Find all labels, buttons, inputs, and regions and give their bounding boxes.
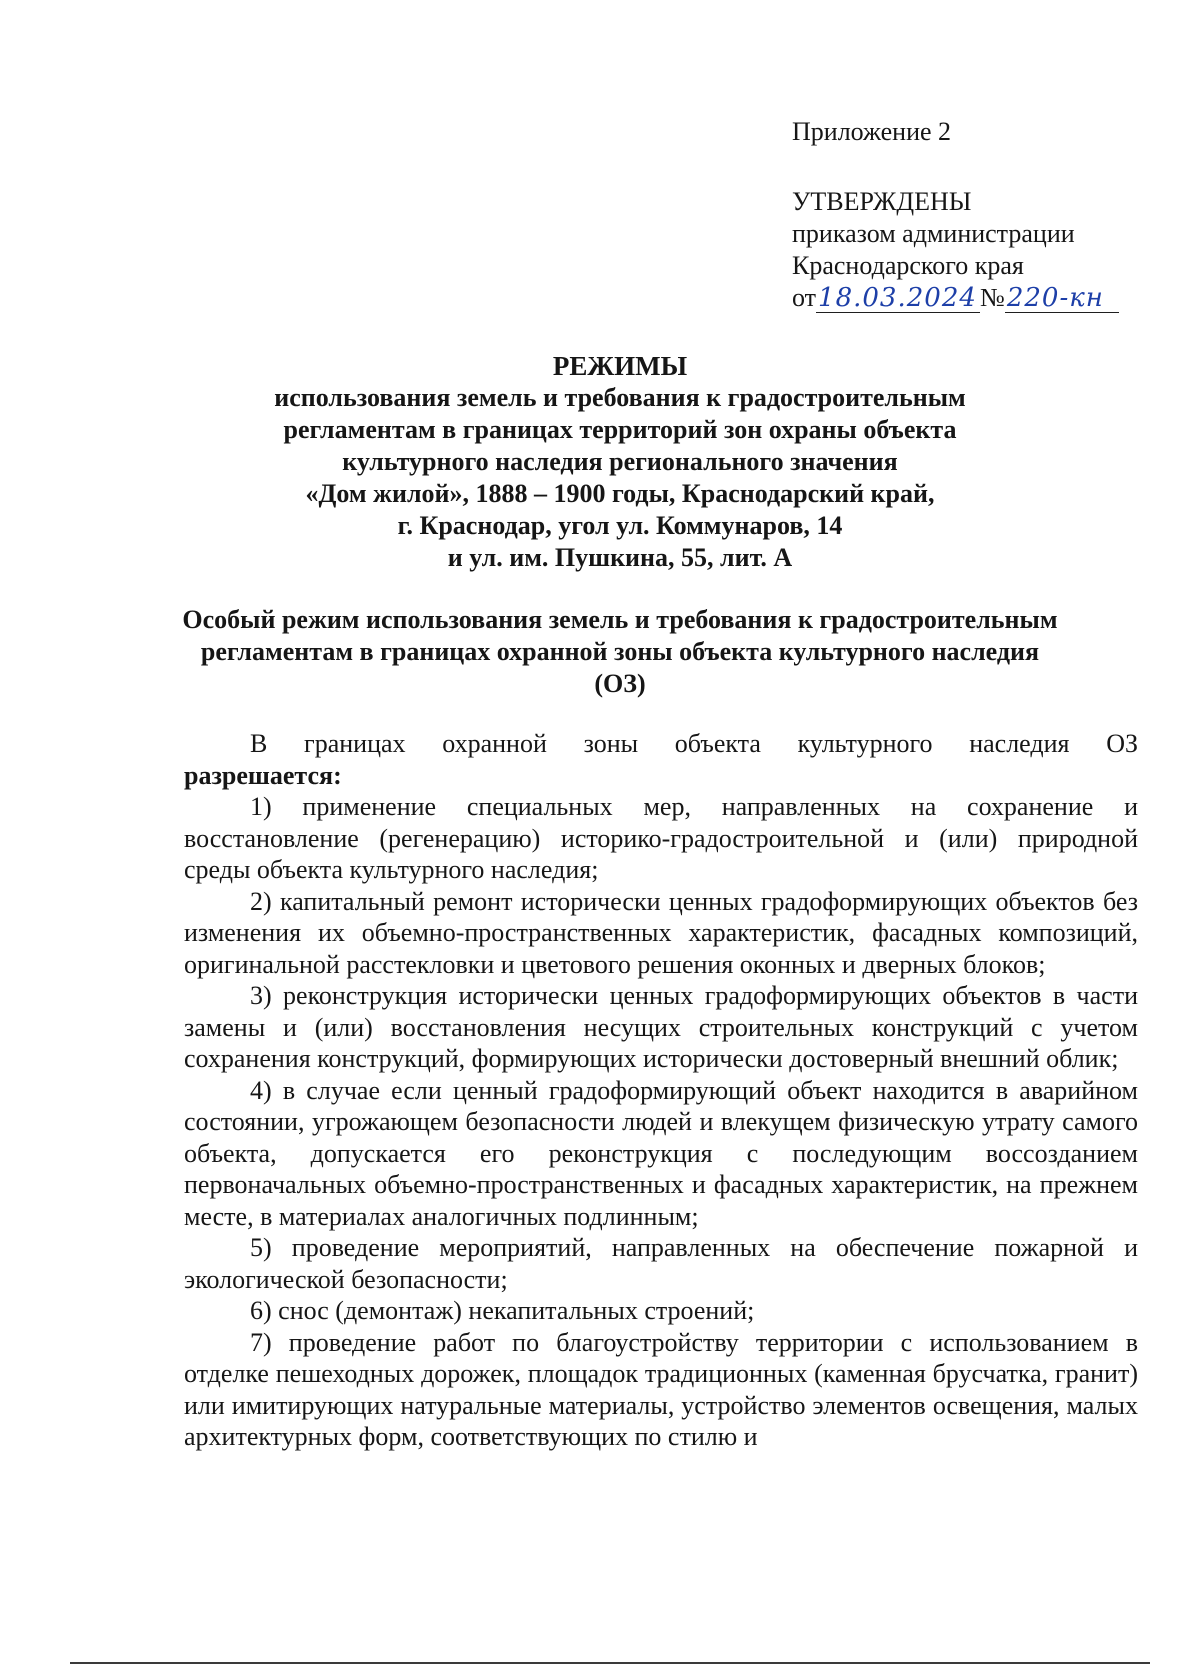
title-line: г. Краснодар, угол ул. Коммунаров, 14 bbox=[397, 511, 843, 540]
section-heading bbox=[170, 604, 1070, 700]
body-text bbox=[184, 728, 1138, 1453]
footer-divider bbox=[70, 1662, 1150, 1664]
approval-line-2: Краснодарского края bbox=[792, 251, 1024, 280]
number-sign: № bbox=[980, 283, 1005, 312]
list-item: 1) применение специальных мер, направленных на сохранение и восстановление (регенерацию) историко-градостроительной и (или) природной среды объекта культурного наследия; bbox=[184, 792, 1138, 884]
title-line: использования земель и требования к градостроительным bbox=[274, 383, 966, 412]
list-item: 7) проведение работ по благоустройству территории с использованием в отделке пешеходных дорожек, площадок традиционных (каменная брусчатка, гранит) или имитирующих натуральные материалы, устройство элементов освещения, малых архитектурных форм, соответствующих по стилю и bbox=[184, 1327, 1138, 1451]
list-item: 6) снос (демонтаж) некапитальных строений; bbox=[250, 1296, 755, 1325]
list-item: 5) проведение мероприятий, направленных на обеспечение пожарной и экологической безопасности; bbox=[184, 1233, 1138, 1294]
section-heading-line: регламентам в границах охранной зоны объекта культурного наследия bbox=[200, 637, 1040, 666]
section-heading-line: (ОЗ) bbox=[594, 669, 646, 698]
document-title: РЕЖИМЫ bbox=[552, 351, 688, 381]
handwritten-date: 18.03.2024 bbox=[816, 284, 980, 313]
intro-permitted: разрешается: bbox=[184, 760, 342, 790]
document-title-block bbox=[170, 350, 1070, 574]
list-item: 4) в случае если ценный градоформирующий объект находится в аварийном состоянии, угрожающем безопасности людей и влекущем физическую утрату самого объекта, допускается его реконструкция с последующим воссозданием первоначальных объемно-пространственных и фасадных характеристик, на прежнем месте, в материалах аналогичных подлинным; bbox=[184, 1075, 1138, 1231]
title-line: регламентам в границах территорий зон охраны объекта bbox=[283, 415, 957, 444]
annex-label: Приложение 2 bbox=[792, 117, 952, 146]
handwritten-number: 220-кн bbox=[1005, 284, 1119, 313]
from-prefix: от bbox=[792, 283, 817, 312]
approval-block bbox=[792, 116, 1172, 314]
order-line bbox=[792, 282, 1172, 314]
title-line: культурного наследия регионального значения bbox=[342, 447, 898, 476]
approved-label: УТВЕРЖДЕНЫ bbox=[792, 187, 972, 216]
section-heading-line: Особый режим использования земель и требования к градостроительным bbox=[182, 605, 1058, 634]
approval-line-1: приказом администрации bbox=[792, 219, 1075, 248]
title-line: «Дом жилой», 1888 – 1900 годы, Краснодарский край, bbox=[305, 479, 935, 508]
list-item: 3) реконструкция исторически ценных градоформирующих объектов в части замены и (или) восстановления несущих строительных конструкций с учетом сохранения конструкций, формирующих исторически достоверный внешний облик; bbox=[184, 981, 1138, 1073]
intro-paragraph: В границах охранной зоны объекта культурного наследия ОЗ bbox=[250, 729, 1138, 758]
title-line: и ул. им. Пушкина, 55, лит. А bbox=[447, 543, 793, 572]
list-item: 2) капитальный ремонт исторически ценных градоформирующих объектов без изменения их объемно-пространственных характеристик, фасадных композиций, оригинальной расстекловки и цветового решения оконных и дверных блоков; bbox=[184, 886, 1138, 979]
